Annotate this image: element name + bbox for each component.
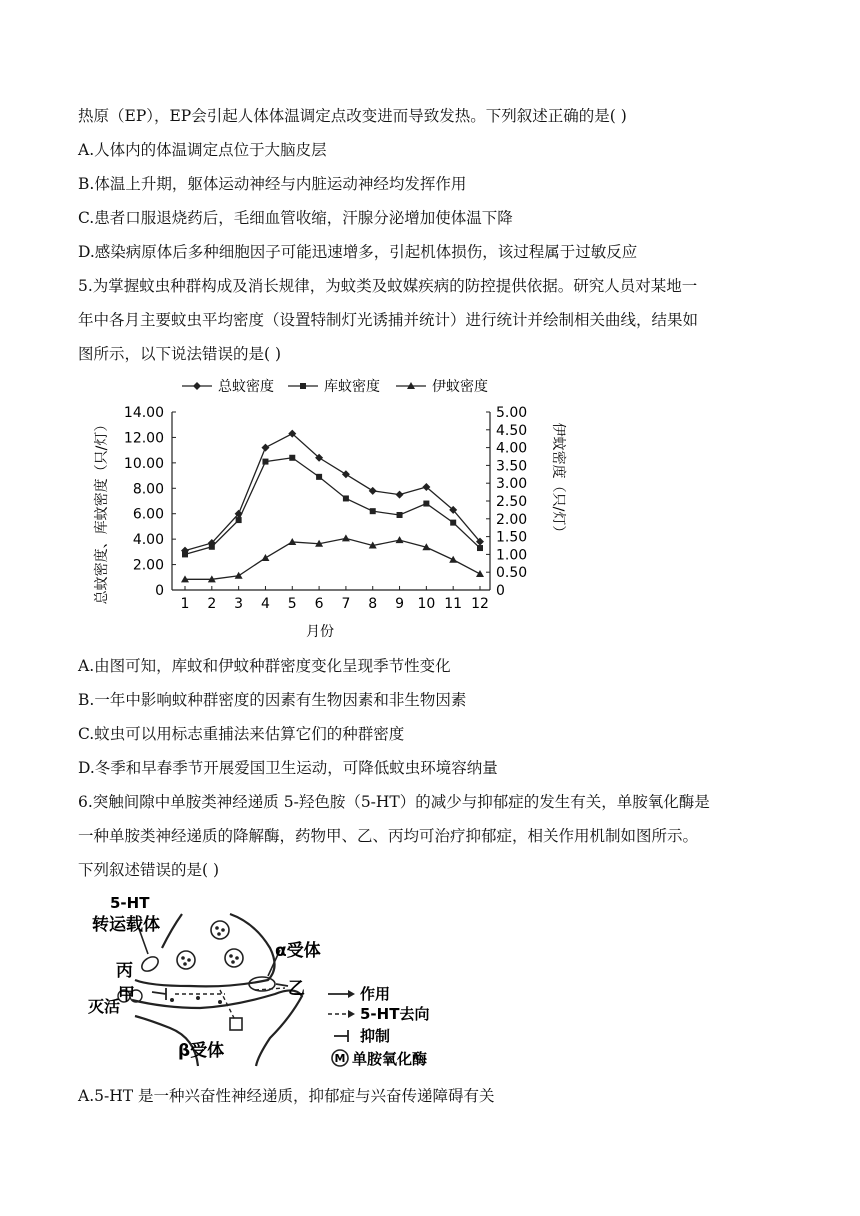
series-line-0 (185, 434, 480, 551)
right-tick-label: 1.50 (496, 529, 528, 546)
point-diamond (261, 444, 269, 452)
inhibit-mark-jia (152, 988, 166, 1000)
point-triangle (288, 538, 296, 545)
point-square (450, 520, 456, 526)
point-triangle (476, 570, 484, 577)
x-tick-label: 12 (471, 596, 489, 612)
beta-receptor-shape (230, 1018, 242, 1030)
yi-label: 乙 (288, 979, 305, 999)
x-tick-label: 3 (234, 596, 244, 612)
point-triangle (449, 556, 457, 563)
synapse-svg (80, 888, 460, 1078)
q5-option-d: D.冬季和早春季节开展爱国卫生运动，可降低蚊虫环境容纳量 (78, 759, 498, 777)
vesicle (177, 951, 195, 969)
mosquito-density-chart (90, 372, 570, 650)
q4-option-c: C.患者口服退烧药后，毛细血管收缩，汗腺分泌增加使体温下降 (78, 209, 513, 227)
legend-label-1: 库蚊密度 (324, 379, 380, 395)
q6-stem-line-3: 下列叙述错误的是( ) (78, 861, 220, 879)
right-tick-label: 2.00 (496, 511, 528, 528)
point-square (370, 508, 376, 514)
vesicle (225, 949, 243, 967)
x-tick-label: 10 (417, 596, 436, 612)
q5-option-b: B.一年中影响蚊种群密度的因素有生物因素和非生物因素 (78, 691, 467, 709)
x-tick-label: 7 (341, 596, 351, 612)
legend-mao-label: 单胺氧化酶 (352, 1050, 428, 1068)
left-tick-label: 14.00 (123, 405, 164, 421)
point-square (316, 474, 322, 480)
chart-svg (90, 372, 570, 650)
left-tick-label: 12.00 (123, 430, 164, 447)
q6-option-a: A.5-HT 是一种兴奋性神经递质，抑郁症与兴奋传递障碍有关 (78, 1087, 495, 1105)
y-axis-label: 总蚊密度、库蚊密度（只/灯） (94, 417, 110, 605)
point-square (182, 551, 188, 557)
right-tick-label: 0.50 (496, 565, 528, 582)
point-square (289, 455, 295, 461)
jia-label: 甲 (118, 985, 135, 1005)
q4-option-b: B.体温上升期，躯体运动神经与内脏运动神经均发挥作用 (78, 175, 467, 193)
point-square (300, 383, 306, 389)
q4-option-d: D.感染病原体后多种细胞因子可能迅速增多，引起机体损伤，该过程属于过敏反应 (78, 243, 638, 261)
point-square (262, 459, 268, 465)
x-axis-label: 月份 (306, 624, 334, 640)
x-tick-label: 5 (287, 596, 297, 612)
right-tick-label: 4.50 (496, 422, 528, 439)
q4-option-a: A.人体内的体温调定点位于大脑皮层 (78, 141, 327, 159)
q6-stem-line-1: 6.突触间隙中单胺类神经递质 5-羟色胺（5-HT）的减少与抑郁症的发生有关，单胺氧化酶是 (78, 793, 710, 811)
point-diamond (396, 491, 404, 499)
x-tick-label: 8 (368, 596, 378, 612)
point-square (343, 495, 349, 501)
q5-stem-line-2: 年中各月主要蚊虫平均密度（设置特制灯光诱捕并统计）进行统计并绘制相关曲线，结果如 (78, 311, 699, 329)
legend-effect-label: 作用 (360, 985, 391, 1003)
transporter-label-line1: 5-HT (110, 894, 150, 912)
legend-label-0: 总蚊密度 (218, 379, 274, 395)
point-diamond (369, 487, 377, 495)
point-triangle (396, 536, 404, 543)
point-diamond (193, 382, 201, 390)
x-tick-label: 4 (260, 596, 270, 612)
left-tick-label: 6.00 (132, 506, 164, 523)
left-tick-label: 8.00 (132, 481, 164, 498)
legend-m-symbol: M (334, 1052, 346, 1065)
left-tick-label: 10.00 (123, 455, 164, 472)
left-tick-label: 0 (155, 583, 164, 599)
series-line-2 (185, 538, 480, 579)
alpha-receptor-label: α受体 (275, 941, 321, 961)
point-square (477, 545, 483, 551)
inactivate-label: 灭活 (88, 997, 121, 1016)
q5-stem-line-3: 图所示，以下说法错误的是( ) (78, 345, 282, 363)
x-tick-label: 2 (207, 596, 217, 612)
q5-option-c: C.蚊虫可以用标志重捕法来估算它们的种群密度 (78, 725, 405, 743)
y2-axis-label: 伊蚊密度（只/灯） (550, 422, 566, 540)
legend-label-2: 伊蚊密度 (432, 379, 488, 395)
transporter-label-line2: 转运载体 (92, 915, 160, 935)
bing-label: 丙 (116, 961, 133, 981)
diagram-legend (328, 985, 429, 1068)
x-tick-label: 11 (444, 596, 463, 612)
legend-direction-label: 5-HT去向 (360, 1005, 430, 1023)
point-square (209, 544, 215, 550)
yi-arrow (276, 984, 288, 986)
q5-option-a: A.由图可知，库蚊和伊蚊种群密度变化呈现季节性变化 (78, 657, 451, 675)
x-tick-label: 9 (395, 596, 405, 612)
right-tick-label: 4.00 (496, 440, 528, 457)
left-tick-label: 4.00 (132, 532, 164, 549)
point-diamond (342, 470, 350, 478)
right-tick-label: 3.50 (496, 458, 528, 475)
beta-receptor-label: β受体 (178, 1041, 225, 1061)
point-triangle (235, 572, 243, 579)
point-triangle (261, 554, 269, 561)
left-tick-label: 2.00 (132, 557, 164, 574)
series-line-1 (185, 458, 480, 555)
point-square (423, 501, 429, 507)
synapse-diagram (80, 888, 460, 1078)
vesicle (211, 921, 229, 939)
point-triangle (342, 534, 350, 541)
right-tick-label: 1.00 (496, 547, 528, 564)
point-square (397, 512, 403, 518)
x-tick-label: 6 (314, 596, 324, 612)
q4-stem-tail: 热原（EP），EP会引起人体体温调定点改变进而导致发热。下列叙述正确的是( ) (78, 107, 627, 125)
right-tick-label: 3.00 (496, 476, 528, 493)
transporter-shape (139, 954, 161, 974)
x-tick-label: 1 (180, 596, 190, 612)
right-tick-label: 0 (496, 583, 505, 599)
legend-inhibit-label: 抑制 (360, 1027, 391, 1045)
point-square (236, 517, 242, 523)
right-tick-label: 5.00 (496, 405, 528, 421)
q5-stem-line-1: 5.为掌握蚊虫种群构成及消长规律，为蚊类及蚊媒疾病的防控提供依据。研究人员对某地一 (78, 277, 698, 295)
right-tick-label: 2.50 (496, 494, 528, 510)
q6-stem-line-2: 一种单胺类神经递质的降解酶，药物甲、乙、丙均可治疗抑郁症，相关作用机制如图所示。 (78, 827, 699, 845)
